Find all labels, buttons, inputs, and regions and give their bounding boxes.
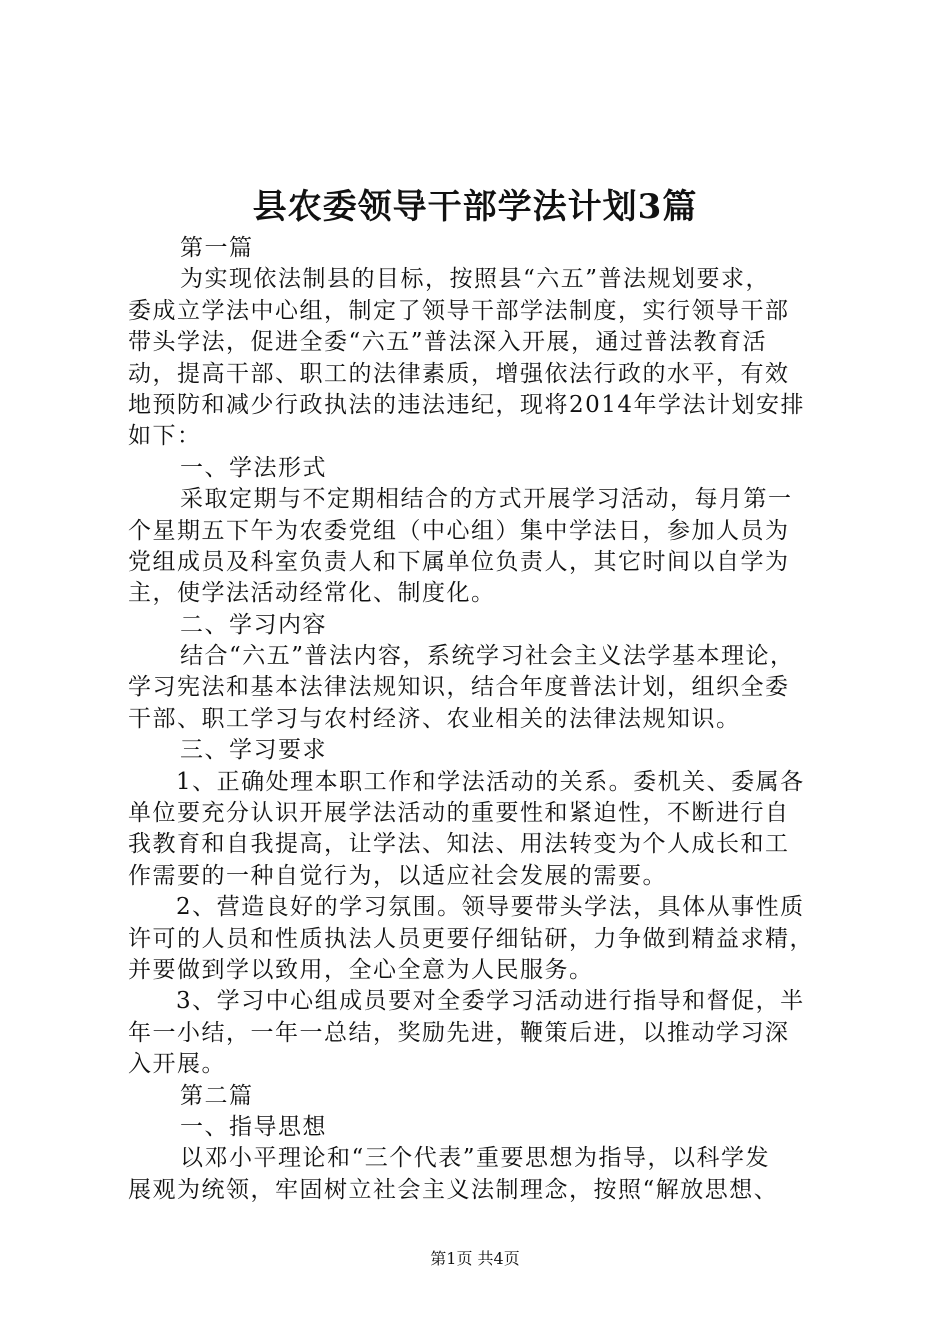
paragraph-line: 地预防和减少行政执法的违法违纪，现将2014年学法计划安排 [128, 391, 806, 418]
paragraph-line: 动，提高干部、职工的法律素质，增强依法行政的水平，有效 [128, 360, 790, 387]
paragraph-line: 展观为统领，牢固树立社会主义法制理念，按照“解放思想、 [128, 1176, 779, 1203]
paragraph-line: 党组成员及科室负责人和下属单位负责人，其它时间以自学为 [128, 548, 790, 575]
paragraph-line: 入开展。 [128, 1051, 226, 1078]
subheading: 一、指导思想 [180, 1113, 327, 1140]
paragraph-line: 委成立学法中心组，制定了领导干部学法制度，实行领导干部 [128, 297, 790, 324]
page-footer: 第1页 共4页 [430, 1249, 520, 1268]
document-title: 县农委领导干部学法计划3篇 [252, 187, 698, 227]
paragraph-line: 干部、职工学习与农村经济、农业相关的法律法规知识。 [128, 705, 741, 732]
paragraph-line: 学习宪法和基本法律法规知识，结合年度普法计划，组织全委 [128, 674, 790, 701]
subheading: 二、学习内容 [180, 611, 327, 638]
subheading: 一、学法形式 [180, 454, 327, 481]
paragraph-line: 带头学法，促进全委“六五”普法深入开展，通过普法教育活 [128, 329, 768, 356]
paragraph-line: 以邓小平理论和“三个代表”重要思想为指导，以科学发 [180, 1145, 771, 1172]
paragraph-line: 采取定期与不定期相结合的方式开展学习活动，每月第一 [180, 486, 793, 513]
section-heading: 第一篇 [180, 235, 254, 261]
paragraph-line: 1、正确处理本职工作和学法活动的关系。委机关、委属各 [176, 768, 805, 795]
subheading: 三、学习要求 [180, 737, 327, 764]
paragraph-line: 为实现依法制县的目标，按照县“六五”普法规划要求， [180, 266, 771, 293]
paragraph-line: 我教育和自我提高，让学法、知法、用法转变为个人成长和工 [128, 831, 790, 858]
paragraph-line: 并要做到学以致用，全心全意为人民服务。 [128, 956, 594, 983]
paragraph-line: 许可的人员和性质执法人员更要仔细钻研，力争做到精益求精， [128, 925, 814, 952]
paragraph-line: 结合“六五”普法内容，系统学习社会主义法学基本理论， [180, 643, 795, 670]
document-body [128, 233, 826, 1206]
section-heading: 第二篇 [180, 1082, 254, 1109]
paragraph-line: 主，使学法活动经常化、制度化。 [128, 580, 496, 607]
paragraph-line: 3、学习中心组成员要对全委学习活动进行指导和督促，半 [176, 988, 805, 1015]
paragraph-line: 年一小结，一年一总结，奖励先进，鞭策后进，以推动学习深 [128, 1019, 790, 1046]
paragraph-line: 如下： [128, 423, 202, 450]
paragraph-line: 作需要的一种自觉行为，以适应社会发展的需要。 [128, 862, 667, 889]
paragraph-line: 2、营造良好的学习氛围。领导要带头学法，具体从事性质 [176, 894, 805, 921]
paragraph-line: 单位要充分认识开展学法活动的重要性和紧迫性，不断进行自 [128, 800, 790, 827]
paragraph-line: 个星期五下午为农委党组（中心组）集中学法日，参加人员为 [128, 517, 790, 544]
